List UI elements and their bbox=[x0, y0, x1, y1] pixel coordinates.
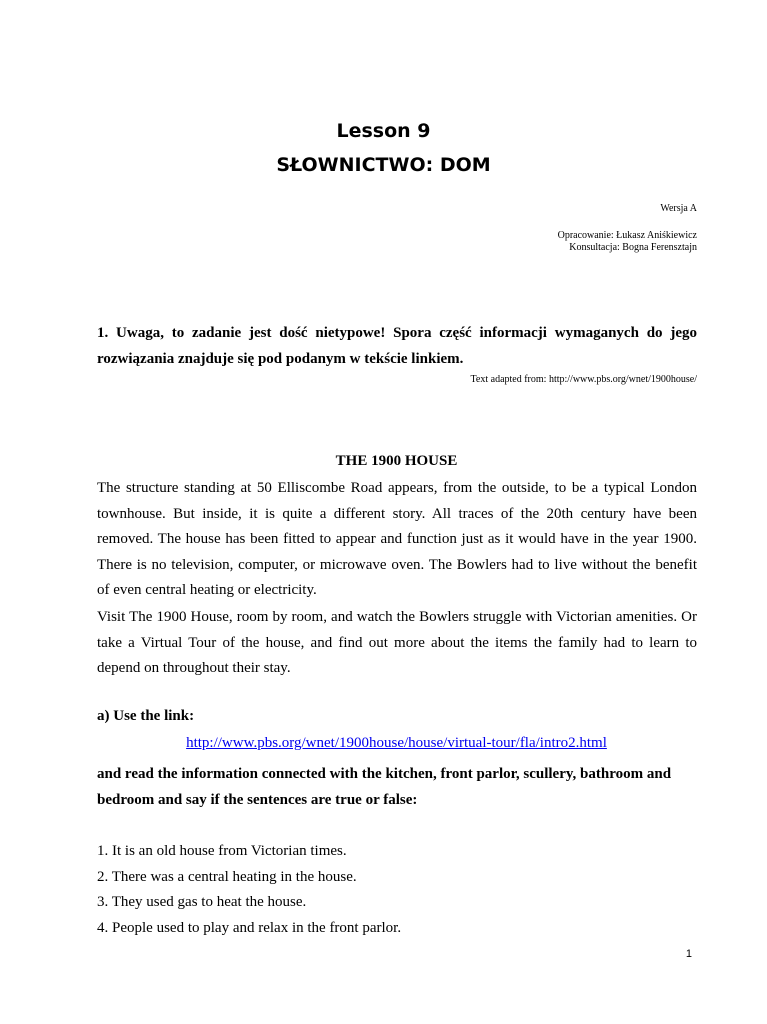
article-paragraph-2: Visit The 1900 House, room by room, and watch the Bowlers struggle with Victorian amenities. Or take a Virtual Tour of the house, and find out more about the items the family had to learn to depend on throughout their stay. bbox=[97, 609, 697, 676]
lesson-title: Lesson 9 bbox=[336, 120, 431, 142]
page-number: 1 bbox=[685, 948, 692, 960]
author-credit: Opracowanie: Łukasz Aniśkiewicz bbox=[557, 230, 697, 241]
version-label: Wersja A bbox=[660, 203, 697, 214]
statement-item: 1. It is an old house from Victorian times. bbox=[97, 843, 347, 859]
task-instruction: 1. Uwaga, to zadanie jest dość nietypowe! Spora część informacji wymaganych do jego rozwiązania znajduje się pod podanym w tekście linkiem. bbox=[97, 325, 697, 367]
article-title: THE 1900 HOUSE bbox=[335, 453, 458, 469]
statement-item: 2. There was a central heating in the house. bbox=[97, 868, 357, 885]
article-paragraph-1: The structure standing at 50 Elliscombe Road appears, from the outside, to be a typical London townhouse. But inside, it is quite a different story. All traces of the 20th century have been removed. The house has been fitted to appear and function just as it would have in the year 1900. There is no television, computer, or microwave oven. The Bowlers had to live without the benefit of even central heating or electricity. bbox=[97, 480, 697, 598]
exercise-instruction: and read the information connected with the kitchen, front parlor, scullery, bathroom and bedroom and say if the sentences are true or false: bbox=[97, 766, 672, 808]
consultant-credit: Konsultacja: Bogna Ferensztajn bbox=[569, 242, 697, 253]
lesson-subtitle: SŁOWNICTWO: DOM bbox=[276, 154, 491, 176]
virtual-tour-link[interactable]: http://www.pbs.org/wnet/1900house/house/virtual-tour/fla/intro2.html bbox=[186, 735, 607, 751]
statement-item: 4. People used to play and relax in the front parlor. bbox=[97, 919, 402, 936]
statement-list bbox=[97, 839, 401, 941]
statement-item: 3. They used gas to heat the house. bbox=[97, 894, 307, 910]
source-attribution: Text adapted from: http://www.pbs.org/wnet/1900house/ bbox=[470, 374, 697, 385]
exercise-heading: a) Use the link: bbox=[97, 708, 195, 724]
virtual-tour-link-line bbox=[0, 735, 767, 752]
